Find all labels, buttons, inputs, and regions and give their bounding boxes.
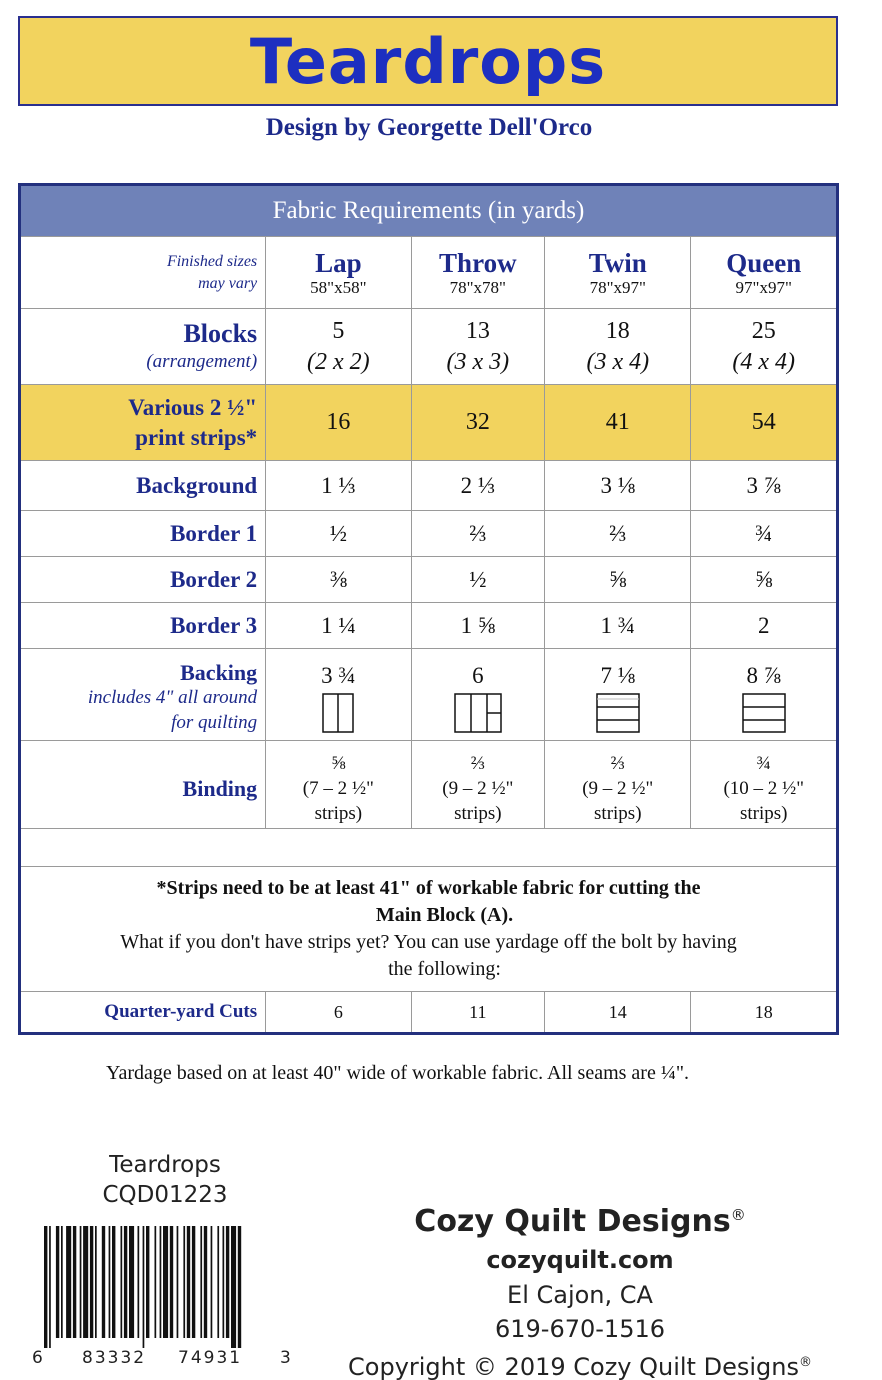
blocks-row <box>20 309 838 385</box>
barcode-bar <box>187 1226 190 1338</box>
border2-throw: ½ <box>411 557 545 603</box>
border3-throw: 1 ⅝ <box>411 603 545 649</box>
designer-credit: Design by Georgette Dell'Orco <box>265 114 593 141</box>
border2-lap: ⅜ <box>266 557 411 603</box>
barcode-bar <box>44 1226 47 1348</box>
background-twin: 3 ⅛ <box>545 461 691 511</box>
barcode-bar <box>192 1226 195 1338</box>
background-lap: 1 ⅓ <box>266 461 411 511</box>
pattern-title: Teardrops <box>249 24 607 98</box>
border3-row <box>20 603 838 649</box>
quarter-yard-throw: 11 <box>411 992 545 1034</box>
backing-throw: 6 <box>411 649 545 741</box>
barcode-bar <box>146 1226 149 1338</box>
backing-three-panel-horizontal-diagram <box>742 693 786 733</box>
border3-queen: 2 <box>691 603 838 649</box>
border3-lap: 1 ¼ <box>266 603 411 649</box>
barcode-bar <box>66 1226 71 1338</box>
barcode-bar <box>124 1226 127 1338</box>
blocks-queen: 25 (4 x 4) <box>691 309 838 385</box>
barcode-bar <box>102 1226 105 1338</box>
barcode-bar <box>231 1226 236 1348</box>
company-phone: 619-670-1516 <box>494 1315 665 1343</box>
size-throw: Throw 78"x78" <box>411 237 545 309</box>
binding-throw: ⅔ (9 – 2 ½" strips) <box>411 741 545 829</box>
border2-queen: ⅝ <box>691 557 838 603</box>
blocks-lap: 5 (2 x 2) <box>266 309 411 385</box>
size-lap: Lap 58"x58" <box>266 237 411 309</box>
barcode-bar <box>217 1226 219 1338</box>
barcode-bar <box>129 1226 134 1338</box>
binding-twin: ⅔ (9 – 2 ½" strips) <box>545 741 691 829</box>
barcode-bar <box>80 1226 82 1338</box>
barcode-bar <box>73 1226 76 1338</box>
barcode-bar <box>95 1226 97 1338</box>
border2-row <box>20 557 838 603</box>
backing-three-panel-vertical-diagram <box>454 693 502 733</box>
strips-note-row <box>20 867 838 992</box>
product-code-block <box>40 1150 290 1210</box>
size-twin: Twin 78"x97" <box>545 237 691 309</box>
backing-lap: 3 ¾ <box>266 649 411 741</box>
binding-queen: ¾ (10 – 2 ½" strips) <box>691 741 838 829</box>
barcode-bar <box>56 1226 59 1338</box>
product-code: CQD01223 <box>102 1182 228 1208</box>
barcode-bar <box>170 1226 173 1338</box>
blocks-twin: 18 (3 x 4) <box>545 309 691 385</box>
barcode-bar <box>155 1226 157 1338</box>
border1-queen: ¾ <box>691 511 838 557</box>
barcode-bar <box>83 1226 88 1338</box>
strips-twin: 41 <box>545 385 691 461</box>
sizes-note: Finished sizes may vary <box>20 237 266 309</box>
border2-label: Border 2 <box>20 557 266 603</box>
background-row <box>20 461 838 511</box>
strips-note: *Strips need to be at least 41" of workable fabric for cutting the Main Block (A). What if you don't have strips yet? You can use yardage off the bolt by having the following: <box>20 867 838 992</box>
binding-lap: ⅝ (7 – 2 ½" strips) <box>266 741 411 829</box>
barcode-bar <box>112 1226 115 1338</box>
barcode-digit-group2: 74931 <box>178 1348 243 1368</box>
border1-throw: ⅔ <box>411 511 545 557</box>
background-throw: 2 ⅓ <box>411 461 545 511</box>
border1-lap: ½ <box>266 511 411 557</box>
barcode-bar <box>226 1226 229 1338</box>
product-name: Teardrops <box>109 1152 221 1178</box>
border2-twin: ⅝ <box>545 557 691 603</box>
table-header: Fabric Requirements (in yards) <box>20 185 838 237</box>
quarter-yard-queen: 18 <box>691 992 838 1034</box>
barcode-digit-last: 3 <box>280 1348 291 1368</box>
barcode-bar <box>160 1226 162 1338</box>
barcode-bar <box>238 1226 241 1348</box>
title-banner <box>18 16 838 106</box>
barcode-bar <box>223 1226 225 1338</box>
strips-lap: 16 <box>266 385 411 461</box>
barcode-bar <box>183 1226 185 1338</box>
barcode-bar <box>138 1226 140 1338</box>
size-queen: Queen 97"x97" <box>691 237 838 309</box>
strips-row <box>20 385 838 461</box>
backing-two-panel-diagram <box>322 693 354 733</box>
border3-label: Border 3 <box>20 603 266 649</box>
barcode-digit-first: 6 <box>32 1348 43 1368</box>
barcode-bar <box>61 1226 63 1338</box>
backing-row <box>20 649 838 741</box>
backing-queen: 8 ⅞ <box>691 649 838 741</box>
spacer-row <box>20 829 838 867</box>
background-queen: 3 ⅞ <box>691 461 838 511</box>
binding-label: Binding <box>20 741 266 829</box>
fabric-requirements-table <box>18 183 839 1035</box>
company-website[interactable]: cozyquilt.com <box>486 1246 674 1274</box>
backing-label: Backing includes 4" all around for quilting <box>20 649 266 741</box>
strips-label: Various 2 ½" print strips* <box>20 385 266 461</box>
barcode-bar <box>121 1226 123 1338</box>
blocks-throw: 13 (3 x 3) <box>411 309 545 385</box>
sizes-row <box>20 237 838 309</box>
barcode-bar <box>200 1226 202 1338</box>
backing-three-panel-horizontal-diagram <box>596 693 640 733</box>
binding-row <box>20 741 838 829</box>
border1-twin: ⅔ <box>545 511 691 557</box>
border3-twin: 1 ¾ <box>545 603 691 649</box>
strips-queen: 54 <box>691 385 838 461</box>
blocks-label: Blocks (arrangement) <box>20 309 266 385</box>
strips-throw: 32 <box>411 385 545 461</box>
quarter-yard-twin: 14 <box>545 992 691 1034</box>
border1-label: Border 1 <box>20 511 266 557</box>
company-info <box>320 1195 840 1380</box>
quarter-yard-label: Quarter-yard Cuts <box>20 992 266 1034</box>
company-name: Cozy Quilt Designs® <box>414 1204 746 1239</box>
barcode-bar <box>163 1226 168 1338</box>
yardage-footnote: Yardage based on at least 40" wide of workable fabric. All seams are ¼". <box>106 1062 690 1084</box>
quarter-yard-lap: 6 <box>266 992 411 1034</box>
border1-row <box>20 511 838 557</box>
table-header-row <box>20 185 838 237</box>
background-label: Background <box>20 461 266 511</box>
barcode-bar <box>211 1226 213 1338</box>
barcode-digit-group1: 83332 <box>82 1348 147 1368</box>
barcode-bar <box>204 1226 207 1338</box>
barcode-bar <box>109 1226 111 1338</box>
company-location: El Cajon, CA <box>507 1281 653 1309</box>
backing-twin: 7 ⅛ <box>545 649 691 741</box>
barcode-bar <box>90 1226 93 1338</box>
barcode <box>28 1222 296 1368</box>
barcode-bar <box>177 1226 179 1338</box>
quarter-yard-row <box>20 992 838 1034</box>
copyright: Copyright © 2019 Cozy Quilt Designs® <box>348 1353 812 1380</box>
barcode-bar <box>49 1226 51 1348</box>
barcode-bar <box>143 1226 145 1348</box>
